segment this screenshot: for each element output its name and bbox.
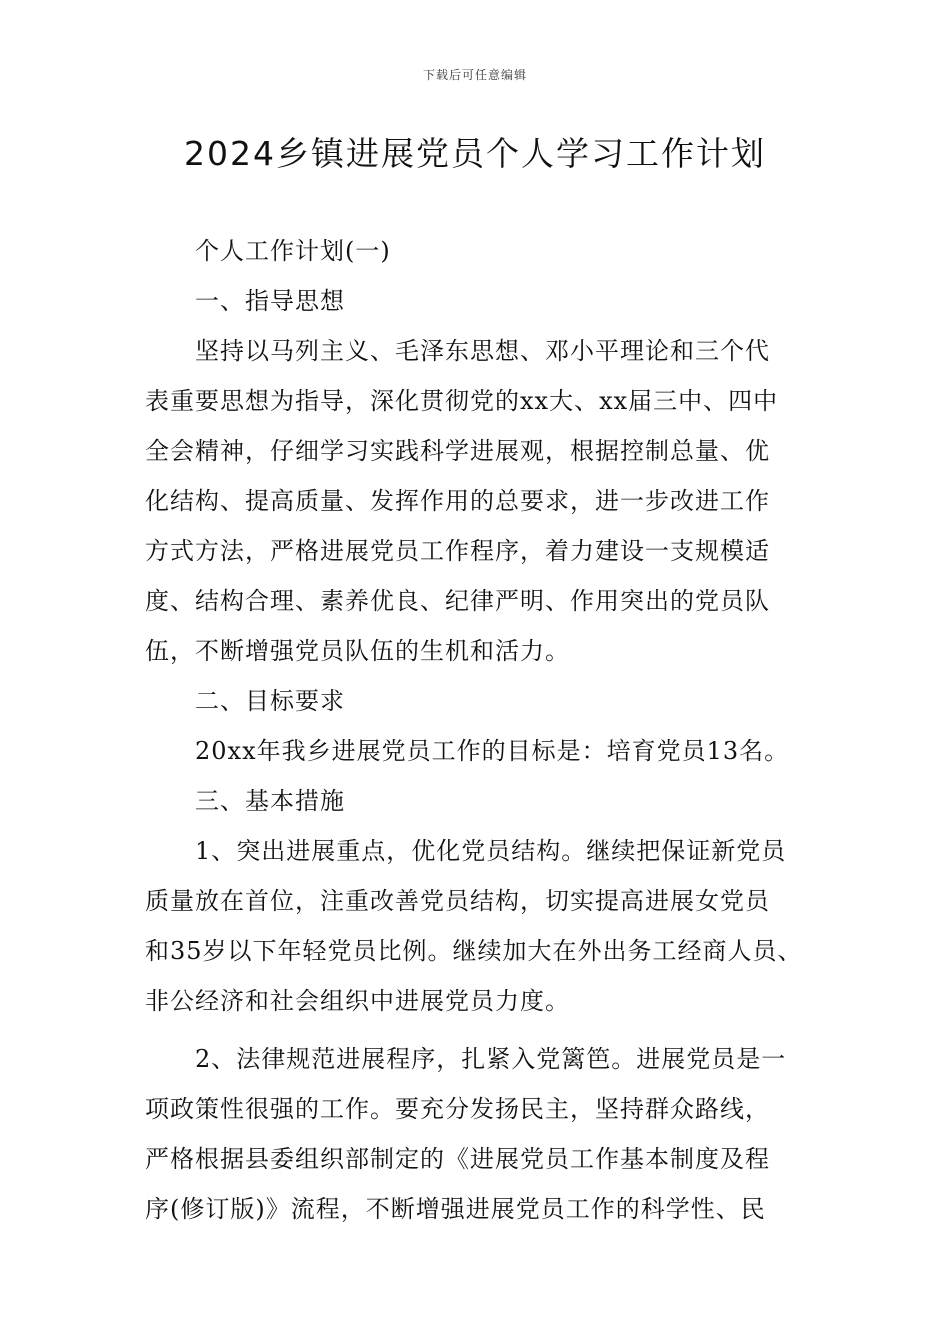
paragraph-line: 化结构、提高质量、发挥作用的总要求，进一步改进工作 bbox=[145, 487, 770, 515]
paragraph-line: 2、法律规范进展程序，扎紧入党篱笆。进展党员是一 bbox=[195, 1045, 787, 1073]
section-heading-goals: 二、目标要求 bbox=[195, 687, 345, 715]
paragraph-line: 坚持以马列主义、毛泽东思想、邓小平理论和三个代 bbox=[195, 337, 770, 365]
paragraph-line: 度、结构合理、素养优良、纪律严明、作用突出的党员队 bbox=[145, 587, 770, 615]
page-header-note: 下载后可任意编辑 bbox=[422, 68, 527, 82]
paragraph-line: 严格根据县委组织部制定的《进展党员工作基本制度及程 bbox=[145, 1145, 770, 1173]
paragraph-line: 非公经济和社会组织中进展党员力度。 bbox=[145, 987, 570, 1015]
paragraph-line: 方式方法，严格进展党员工作程序，着力建设一支规模适 bbox=[145, 537, 770, 565]
section-heading-measures: 三、基本措施 bbox=[195, 787, 345, 815]
paragraph-line: 1、突出进展重点，优化党员结构。继续把保证新党员 bbox=[195, 837, 787, 865]
paragraph-line: 质量放在首位，注重改善党员结构，切实提高进展女党员 bbox=[145, 887, 770, 915]
paragraph-line: 和35岁以下年轻党员比例。继续加大在外出务工经商人员、 bbox=[145, 937, 803, 965]
paragraph-line: 全会精神，仔细学习实践科学进展观，根据控制总量、优 bbox=[145, 437, 770, 465]
paragraph-line: 表重要思想为指导，深化贯彻党的xx大、xx届三中、四中 bbox=[145, 387, 779, 415]
section-heading-guiding-ideology: 一、指导思想 bbox=[195, 287, 345, 315]
document-body bbox=[145, 226, 815, 1234]
paragraph-line: 序(修订版)》流程，不断增强进展党员工作的科学性、民 bbox=[145, 1195, 766, 1223]
paragraph-line: 项政策性很强的工作。要充分发扬民主，坚持群众路线， bbox=[145, 1095, 770, 1123]
document-title: 2024乡镇进展党员个人学习工作计划 bbox=[184, 134, 766, 173]
paragraph-line: 20xx年我乡进展党员工作的目标是：培育党员13名。 bbox=[195, 737, 790, 765]
paragraph-line: 伍，不断增强党员队伍的生机和活力。 bbox=[145, 637, 570, 665]
section-heading-plan: 个人工作计划(一) bbox=[195, 237, 391, 265]
